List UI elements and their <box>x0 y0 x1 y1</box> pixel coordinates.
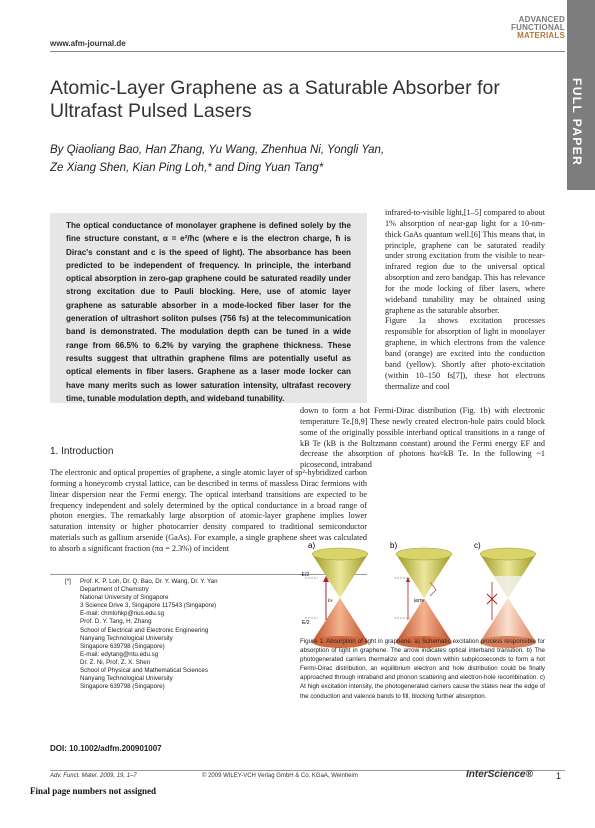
panel-c-valence-cone <box>480 598 536 642</box>
side-tab-label: FULL PAPER <box>570 78 584 167</box>
abstract-box <box>50 213 367 403</box>
label-neg-e2: -E/2 <box>300 572 310 578</box>
panel-c-label: c) <box>474 541 481 550</box>
section-side-tab <box>567 0 595 190</box>
header-rule <box>50 51 565 52</box>
intro-column-2-top: infrared-to-visible light,[1–5] compared to about 1% absorption of near-gap light for a 10-nm-thick GaAs quantum well.[6] This means that, in principle, graphene can be saturated readily under strong excitation from the visible to near-infrared region due to the universal optical absorption and zero bandgap. This has relevance for the mode locking of fiber lasers, where wideband tunability may be obtained using graphene as the saturable absorber. Figure 1a shows excitation processes responsible for absorption of light in monolayer graphene, in which electrons from the valence band (orange) are excited into the conduction band (yellow). Shortly after photo-excitation (within 10–150 fs[7]), these hot electrons thermalize and cool <box>385 208 545 391</box>
article-title: Atomic-Layer Graphene as a Saturable Absorber for Ultrafast Pulsed Lasers <box>50 77 500 122</box>
journal-url[interactable]: www.afm-journal.de <box>50 39 126 48</box>
abstract-text: The optical conductance of monolayer graphene is defined solely by the fine structure constant, α = e²/ħc (where e is the electron charge, ħ is Dirac's constant and c is the speed of light). The absorbance has been predicted to be independent of frequency. In principle, the interband optical absorption in zero-gap graphene could be saturated readily under strong excitation due to Pauli blocking. Here, use of atomic layer graphene as saturable absorber in a mode-locked fiber laser for the generation of ultrashort soliton pulses (756 fs) at the telecommunication band is demonstrated. The modulation depth can be tuned in a wide range from 66.5% to 6.2% by varying the graphene thickness. These results suggest that ultrathin graphene films are potentially useful as optical elements in fiber lasers. Graphene as a laser mode locker can have many merits such as lower saturation intensity, ultrafast recovery time, tunable modulation depth, and wideband tunability. <box>66 221 351 403</box>
panel-a-valence-cone <box>312 598 368 642</box>
panel-a-conduction-cone <box>312 554 368 598</box>
authors-line-1: By Qiaoliang Bao, Han Zhang, Yu Wang, Zhenhua Ni, Yongli Yan, <box>50 144 385 156</box>
footnote-text: Prof. K. P. Loh, Dr. Q. Bao, Dr. Y. Wang, Dr. Y. Yan Department of Chemistry National University of Singapore 3 Science Drive 3, Singapore 117543 (Singapore) E-mail: chmlohkp@nus.edu.sg Prof. D. Y. Tang, H. Zhang School of Electrical and Electronic Engineering Nanyang Technological University Singapore 639798 (Singapore) E-mail: edytang@ntu.edu.sg Dr. Z. Ni, Prof. Z. X. Shen School of Physical and Mathematical Sciences Nanyang Technological University Singapore 639798 (Singapore) <box>80 578 218 691</box>
page-number: 1 <box>556 771 562 781</box>
journal-logo <box>487 16 565 40</box>
figure-caption: Figure 1. Absorption of light in graphene. a) Schematic excitation process responsible for absorption of light in graphene. The arrow indicates optical interband transition. b) The photogenerated carriers thermalize and cool down within subpicoseconds to form a hot Fermi-Dirac distribution, an equilibrium electron and hole distribution could be finally approached through intraband and phonon scattering and electron-hole recombination. c) At high excitation intensity, the photogenerated carriers cause the states near the edge of the conduction and valence bands to fill, blocking further absorption. <box>300 638 545 700</box>
doi[interactable]: DOI: 10.1002/adfm.200901007 <box>50 744 162 753</box>
authors-line-2: Ze Xiang Shen, Kian Ping Loh,* and Ding Yuan Tang* <box>50 162 324 174</box>
panel-b-label: b) <box>390 541 398 550</box>
journal-citation: Adv. Funct. Mater. 2009, 19, 1–7 <box>50 773 137 779</box>
author-list <box>50 141 470 177</box>
interscience-logo[interactable]: InterScience® <box>466 769 533 780</box>
footnote-mark: [*] <box>65 578 71 585</box>
final-page-note: Final page numbers not assigned <box>30 786 157 796</box>
label-kbt: kBTe <box>414 598 425 603</box>
panel-a <box>300 541 368 648</box>
logo-line-1: ADVANCED <box>518 15 565 24</box>
logo-line-2: FUNCTIONAL <box>511 23 565 32</box>
panel-c <box>474 541 536 648</box>
panel-b-conduction-cone <box>396 554 452 598</box>
label-hv: hν <box>328 599 333 604</box>
label-e2: E/2 <box>302 620 310 626</box>
copyright: © 2009 WILEY-VCH Verlag GmbH & Co. KGaA, Weinheim <box>202 773 358 779</box>
panel-a-label: a) <box>308 541 316 550</box>
section-heading: 1. Introduction <box>50 446 114 457</box>
intro-column-1: The electronic and optical properties of graphene, a single atomic layer of sp²-hybridized carbon forming a honeycomb crystal lattice, can be described in terms of massless Dirac fermions with linear dispersion near the Fermi energy. The optical interband transitions are expected to be frequency independent and solely determined by the optical conductance in a broad range of photon energies. The remarkably large absorption of atomic-layer graphene implies lower saturation intensity or higher photocarrier density compared to traditional semiconductor materials such as gallium arsenide (GaAs). For example, a single graphene sheet was calculated to absorb a significant fraction (πα = 2.3%) of incident <box>50 468 367 553</box>
logo-line-3: MATERIALS <box>517 31 565 40</box>
panel-b <box>390 541 452 648</box>
intro-wide-paragraph: down to form a hot Fermi-Dirac distribution (Fig. 1b) with electronic temperature Te.[8,9] These newly created electron-hole pairs could block some of the originally possible interband optical transitions in a range of kB Te (kB is the Boltzmann constant) around the Fermi energy EF and decrease the absorption of photons ħω≈kB Te. In the following ~1 picosecond, intraband <box>300 406 545 470</box>
panel-b-valence-cone <box>396 598 452 642</box>
